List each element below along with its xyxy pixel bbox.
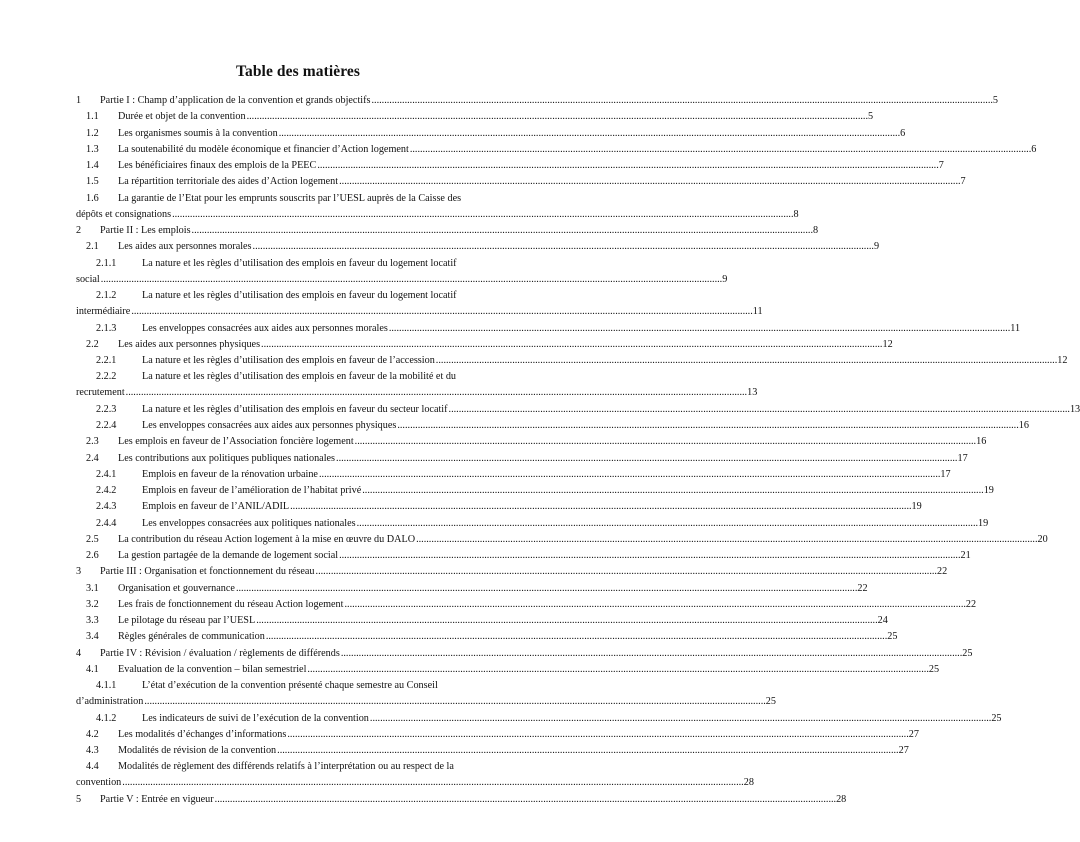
- toc-entry[interactable]: [76, 255, 728, 288]
- toc-entry-label: Les frais de fonctionnement du réseau Action logement: [118, 598, 344, 610]
- toc-entry-page: 17: [940, 468, 951, 480]
- toc-entry-page: 25: [765, 696, 776, 707]
- toc-entry-label: La nature et les règles d’utilisation des emplois en faveur du logement locatif: [142, 290, 457, 301]
- toc-entry[interactable]: [76, 401, 1080, 417]
- toc-entry-number: 4.1.2: [96, 712, 117, 724]
- toc-entry-label-continued: intermédiaire: [76, 306, 131, 317]
- toc-entry-number: 2.1.1: [96, 257, 117, 269]
- toc-entry-page: 24: [877, 615, 888, 626]
- toc-entry-number: 1.1: [86, 111, 99, 123]
- toc-leader-dots: [256, 615, 877, 627]
- toc-entry-label: Organisation et gouvernance: [118, 582, 235, 594]
- toc-entry[interactable]: [76, 238, 880, 254]
- toc-entry-label: La nature et les règles d’utilisation des emplois en faveur de la mobilité et du: [142, 371, 457, 383]
- toc-entry-number: 2.2: [86, 338, 99, 350]
- toc-entry-number: 4.2: [86, 728, 99, 740]
- toc-entry-page: 22: [965, 598, 977, 610]
- toc-entry[interactable]: [76, 580, 868, 596]
- toc-entry-number: 2.2.3: [96, 403, 117, 415]
- toc-entry[interactable]: [76, 222, 819, 238]
- toc-entry-label: Le pilotage du réseau par l’UESL: [118, 615, 256, 626]
- toc-entry-page: 7: [960, 176, 966, 188]
- toc-entry[interactable]: [76, 352, 1068, 368]
- toc-entry-page: 28: [743, 777, 754, 789]
- toc-entry-page: 25: [991, 712, 1002, 724]
- toc-entry[interactable]: [76, 433, 987, 449]
- toc-entry[interactable]: [76, 677, 776, 710]
- toc-entry[interactable]: [76, 791, 847, 807]
- toc-entry-label-continued: recrutement: [76, 387, 125, 399]
- toc-entry-label: Les organismes soumis à la convention: [118, 127, 278, 139]
- toc-leader-dots: [266, 631, 887, 643]
- toc-entry[interactable]: [76, 612, 888, 628]
- toc-entry[interactable]: [76, 661, 940, 677]
- toc-leader-dots: [371, 95, 992, 107]
- toc-leader-dots: [290, 501, 911, 513]
- toc-entry[interactable]: [76, 563, 948, 579]
- toc-leader-dots: [362, 485, 983, 497]
- toc-leader-dots: [416, 534, 1037, 546]
- toc-entry[interactable]: [76, 482, 994, 498]
- toc-entry[interactable]: [76, 417, 1029, 433]
- toc-entry-label: Modalités de révision de la convention: [118, 745, 277, 756]
- toc-entry[interactable]: [76, 531, 1048, 547]
- toc-leader-dots: [144, 696, 765, 708]
- toc-entry-label: Modalités de règlement des différends relatifs à l’interprétation ou au respect de la: [118, 761, 454, 773]
- toc-entry-number: 2.4.2: [96, 485, 117, 496]
- toc-entry[interactable]: [76, 287, 763, 320]
- toc-entry-page: 25: [962, 647, 973, 659]
- toc-entry-page: 6: [1031, 143, 1037, 155]
- toc-entry-number: 3.3: [86, 615, 99, 626]
- toc-entry-page: 13: [1069, 403, 1080, 415]
- toc-entry-label: La nature et les règles d’utilisation des emplois en faveur de l’accession: [142, 355, 435, 366]
- toc-entry-label: Partie I : Champ d’application de la convention et grands objectifs: [100, 95, 371, 106]
- toc-entry[interactable]: [76, 645, 973, 661]
- toc-entry-label: L’état d’exécution de la convention présenté chaque semestre au Conseil: [142, 680, 438, 691]
- toc-entry-label: Les enveloppes consacrées aux politiques nationales: [142, 517, 356, 529]
- toc-entry-page: 25: [887, 631, 898, 643]
- toc-leader-dots: [410, 144, 1031, 156]
- toc-entry-label: La nature et les règles d’utilisation des emplois en faveur du secteur locatif: [142, 403, 448, 415]
- toc-entry-label: Les emplois en faveur de l’Association foncière logement: [118, 436, 354, 448]
- toc-entry-page: 28: [836, 793, 847, 805]
- toc-entry-page: 20: [1037, 533, 1048, 545]
- toc-entry-label: Les indicateurs de suivi de l’exécution de la convention: [142, 712, 369, 724]
- toc-entry-label-continued: d’administration: [76, 696, 144, 707]
- toc-leader-dots: [277, 745, 898, 757]
- toc-entry-number: 2.5: [86, 533, 99, 545]
- toc-entry-number: 4.1.1: [96, 680, 117, 691]
- table-of-contents: [76, 92, 1080, 807]
- toc-entry[interactable]: [76, 141, 1037, 157]
- toc-entry-label: Emplois en faveur de l’amélioration de l’habitat privé: [142, 485, 362, 496]
- toc-entry-number: 1: [76, 95, 82, 106]
- toc-entry[interactable]: [76, 320, 1021, 336]
- toc-entry-page: 17: [957, 452, 968, 464]
- toc-entry-number: 2.4.1: [96, 468, 117, 480]
- toc-entry[interactable]: [76, 758, 754, 791]
- toc-entry-label-continued: dépôts et consignations: [76, 208, 172, 220]
- toc-entry-label: Partie II : Les emplois: [100, 225, 191, 236]
- toc-entry[interactable]: [76, 547, 971, 563]
- toc-entry-number: 4.3: [86, 745, 99, 756]
- toc-entry-page: 12: [882, 338, 893, 350]
- toc-entry-page: 19: [978, 517, 989, 529]
- toc-entry-number: 1.4: [86, 160, 99, 171]
- toc-entry-number: 2.4.3: [96, 501, 117, 513]
- toc-entry-number: 2.2.1: [96, 355, 117, 366]
- toc-leader-dots: [317, 160, 938, 172]
- toc-leader-dots: [122, 777, 743, 789]
- toc-entry-label: La garantie de l’Etat pour les emprunts souscrits par l’UESL auprès de la Caisse des: [118, 192, 462, 204]
- toc-entry-label: Les contributions aux politiques publiques nationales: [118, 452, 336, 464]
- toc-leader-dots: [436, 355, 1057, 367]
- toc-entry-page: 27: [898, 745, 909, 756]
- toc-entry[interactable]: [76, 515, 989, 531]
- toc-entry-number: 2.3: [86, 436, 99, 448]
- toc-leader-dots: [357, 518, 978, 530]
- toc-leader-dots: [261, 339, 882, 351]
- toc-entry-number: 2.2.4: [96, 420, 117, 431]
- toc-entry-number: 2.6: [86, 550, 99, 561]
- toc-leader-dots: [389, 323, 1010, 335]
- toc-entry-number: 3.4: [86, 631, 99, 643]
- toc-entry[interactable]: [76, 710, 1002, 726]
- toc-entry-number: 1.5: [86, 176, 99, 188]
- toc-entry[interactable]: [76, 190, 799, 223]
- toc-leader-dots: [172, 209, 793, 221]
- toc-entry-number: 4.4: [86, 761, 99, 773]
- toc-leader-dots: [307, 664, 928, 676]
- toc-entry-label: La contribution du réseau Action logement à la mise en œuvre du DALO: [118, 533, 416, 545]
- toc-leader-dots: [319, 469, 940, 481]
- toc-entry-number: 3: [76, 566, 82, 578]
- toc-entry-label: Les bénéficiaires finaux des emplois de la PEEC: [118, 160, 317, 171]
- toc-entry[interactable]: [76, 92, 998, 108]
- toc-entry-page: 19: [911, 501, 922, 513]
- toc-leader-dots: [344, 599, 965, 611]
- toc-leader-dots: [279, 128, 900, 140]
- toc-entry-label: Partie III : Organisation et fonctionnement du réseau: [100, 566, 315, 578]
- toc-entry-label: Emplois en faveur de la rénovation urbaine: [142, 468, 318, 480]
- toc-entry-page: 9: [722, 273, 728, 285]
- toc-entry-number: 4: [76, 647, 82, 659]
- toc-entry-label: Les aides aux personnes physiques: [118, 338, 261, 350]
- toc-entry-page: 7: [938, 160, 944, 171]
- toc-entry-page: 25: [928, 663, 940, 675]
- toc-entry[interactable]: [76, 628, 898, 644]
- toc-entry[interactable]: [76, 368, 758, 401]
- toc-entry-page: 5: [868, 111, 874, 123]
- toc-entry[interactable]: [76, 125, 906, 141]
- toc-entry-page: 9: [873, 241, 880, 253]
- toc-entry-page: 21: [960, 550, 971, 561]
- toc-entry-label: Partie IV : Révision / évaluation / règlements de différends: [100, 647, 340, 659]
- toc-entry-number: 5: [76, 793, 82, 805]
- toc-entry-label: Règles générales de communication: [118, 631, 265, 643]
- toc-entry-page: 22: [857, 582, 868, 594]
- toc-leader-dots: [236, 583, 857, 595]
- toc-title: Table des matières: [235, 63, 361, 80]
- toc-leader-dots: [316, 566, 937, 578]
- toc-entry-number: 2.4.4: [96, 517, 117, 529]
- toc-entry-page: 12: [1057, 355, 1068, 366]
- toc-entry-page: 6: [900, 127, 906, 139]
- toc-entry-number: 1.3: [86, 143, 99, 155]
- toc-entry-page: 16: [976, 436, 987, 448]
- toc-entry-label: Les modalités d’échanges d’informations: [118, 728, 287, 740]
- toc-entry-number: 4.1: [86, 663, 99, 675]
- toc-entry-page: 16: [1018, 420, 1029, 431]
- toc-leader-dots: [341, 648, 962, 660]
- toc-entry-number: 1.2: [86, 127, 99, 139]
- toc-entry-number: 2.1: [86, 241, 99, 253]
- toc-entry-page: 8: [812, 225, 819, 236]
- toc-entry-page: 5: [992, 95, 998, 106]
- toc-entry-label-continued: social: [76, 273, 100, 285]
- toc-entry-label: Les enveloppes consacrées aux aides aux personnes morales: [142, 322, 388, 334]
- toc-entry[interactable]: [76, 726, 919, 742]
- toc-entry-number: 2.1.3: [96, 322, 117, 334]
- toc-entry-number: 2.1.2: [96, 290, 117, 301]
- toc-leader-dots: [247, 111, 868, 123]
- toc-entry[interactable]: [76, 596, 977, 612]
- toc-entry-label: La soutenabilité du modèle économique et financier d’Action logement: [118, 143, 409, 155]
- toc-entry-number: 3.1: [86, 582, 99, 594]
- toc-leader-dots: [355, 436, 976, 448]
- toc-leader-dots: [215, 794, 836, 806]
- toc-leader-dots: [131, 306, 752, 318]
- toc-leader-dots: [192, 225, 813, 237]
- toc-entry-label: La gestion partagée de la demande de logement social: [118, 550, 339, 561]
- toc-entry-page: 11: [1010, 322, 1021, 334]
- toc-entry[interactable]: [76, 173, 966, 189]
- toc-entry-label: Les aides aux personnes morales: [118, 241, 252, 253]
- toc-leader-dots: [101, 274, 722, 286]
- toc-entry-page: 13: [747, 387, 758, 399]
- toc-entry-label: La répartition territoriale des aides d’Action logement: [118, 176, 339, 188]
- toc-entry-number: 1.6: [86, 192, 99, 204]
- toc-leader-dots: [287, 729, 908, 741]
- toc-leader-dots: [336, 453, 957, 465]
- toc-entry-page: 8: [793, 208, 799, 220]
- toc-entry-page: 19: [983, 485, 994, 496]
- toc-entry[interactable]: [76, 108, 874, 124]
- toc-entry-label: Partie V : Entrée en vigueur: [100, 793, 214, 805]
- toc-entry-label: Les enveloppes consacrées aux aides aux personnes physiques: [142, 420, 397, 431]
- toc-entry-label: Durée et objet de la convention: [118, 111, 246, 123]
- toc-entry[interactable]: [76, 498, 922, 514]
- toc-entry-number: 2: [76, 225, 82, 236]
- toc-leader-dots: [339, 176, 960, 188]
- toc-leader-dots: [370, 713, 991, 725]
- toc-entry-number: 3.2: [86, 598, 99, 610]
- toc-entry-label: Emplois en faveur de l’ANIL/ADIL: [142, 501, 290, 513]
- toc-entry-page: 27: [908, 728, 919, 740]
- toc-leader-dots: [339, 550, 960, 562]
- toc-entry-label-continued: convention: [76, 777, 122, 789]
- toc-entry-label: Evaluation de la convention – bilan semestriel: [118, 663, 307, 675]
- toc-entry[interactable]: [76, 157, 944, 173]
- toc-entry[interactable]: [76, 742, 909, 758]
- toc-entry-number: 2.2.2: [96, 371, 117, 383]
- toc-entry[interactable]: [76, 336, 893, 352]
- toc-entry-number: 2.4: [86, 452, 99, 464]
- toc-entry-page: 11: [752, 306, 763, 317]
- toc-leader-dots: [449, 404, 1070, 416]
- toc-entry-label: La nature et les règles d’utilisation des emplois en faveur du logement locatif: [142, 257, 457, 269]
- toc-entry[interactable]: [76, 450, 968, 466]
- toc-entry[interactable]: [76, 466, 951, 482]
- toc-leader-dots: [126, 387, 747, 399]
- toc-leader-dots: [253, 241, 874, 253]
- toc-leader-dots: [397, 420, 1018, 432]
- toc-entry-page: 22: [936, 566, 948, 578]
